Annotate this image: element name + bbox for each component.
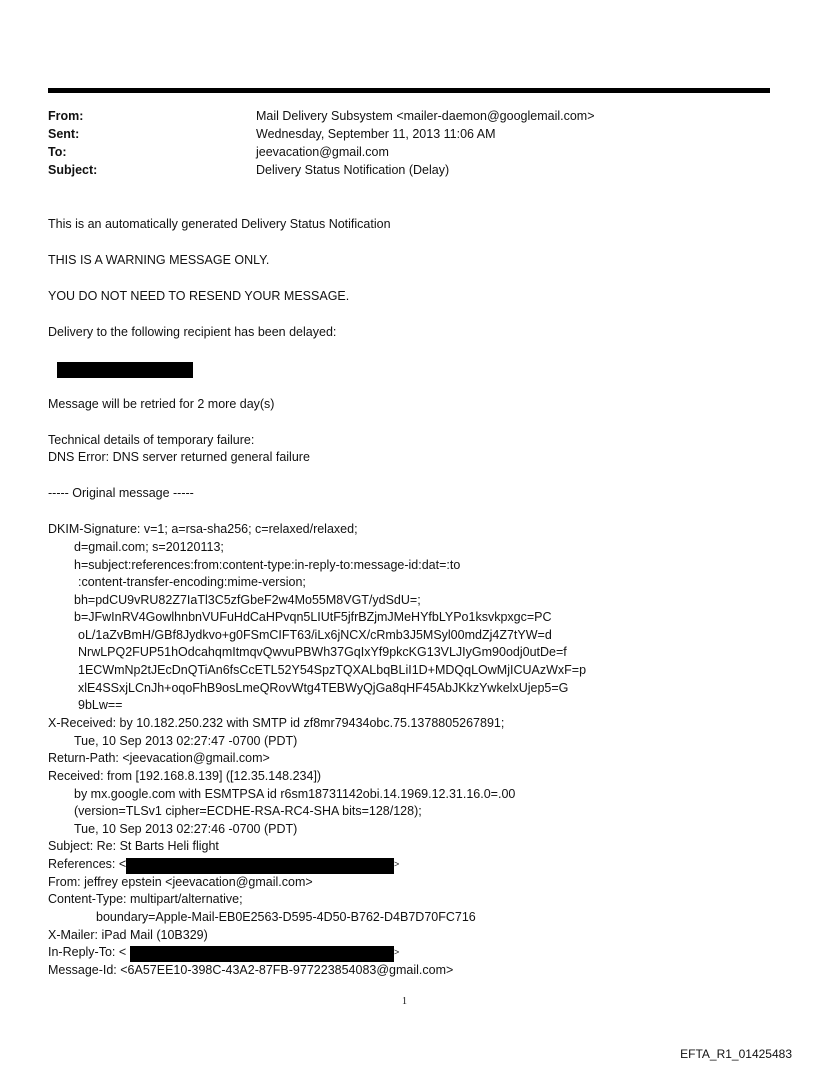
- references-redaction: [126, 858, 394, 874]
- dkim-line: d=gmail.com; s=20120113;: [74, 540, 224, 554]
- dkim-line: 9bLw==: [78, 698, 123, 712]
- message-id-line: Message-Id: <6A57EE10-398C-43A2-87FB-977223854083@gmail.com>: [48, 963, 454, 977]
- delayed-text: Delivery to the following recipient has been delayed:: [48, 325, 337, 339]
- recipient-redaction: [57, 362, 193, 378]
- original-message-marker: ----- Original message -----: [48, 486, 194, 500]
- in-reply-to-redaction: [130, 946, 394, 962]
- subject-value: Delivery Status Notification (Delay): [256, 163, 450, 177]
- dkim-line: DKIM-Signature: v=1; a=rsa-sha256; c=relaxed/relaxed;: [48, 522, 358, 536]
- dkim-line: xlE4SSxjLCnJh+oqoFhB9osLmeQRovWtg4TEBWyQjGa8qHF45AbJKkzYwkelxUjep5=G: [78, 681, 569, 695]
- dkim-line: :content-transfer-encoding:mime-version;: [78, 575, 306, 589]
- x-received-line: X-Received: by 10.182.250.232 with SMTP id zf8mr79434obc.75.1378805267891;: [48, 716, 505, 730]
- dkim-line: b=JFwInRV4GowlhnbnVUFuHdCaHPvqn5LIUtF5jfrBZjmJMeHYfbLYPo1ksvkpxgc=PC: [74, 610, 552, 624]
- received-line: Received: from [192.168.8.139] ([12.35.148.234]): [48, 769, 322, 783]
- bates-number: EFTA_R1_01425483: [680, 1047, 792, 1061]
- received-line: by mx.google.com with ESMTPSA id r6sm18731142obi.14.1969.12.31.16.0=.00: [74, 787, 516, 801]
- return-path-line: Return-Path: <jeevacation@gmail.com>: [48, 751, 270, 765]
- received-line: Tue, 10 Sep 2013 02:27:46 -0700 (PDT): [74, 822, 298, 836]
- header-rule: [48, 88, 770, 93]
- no-resend-text: YOU DO NOT NEED TO RESEND YOUR MESSAGE.: [48, 289, 350, 303]
- dns-error-text: DNS Error: DNS server returned general failure: [48, 450, 310, 464]
- x-received-line: Tue, 10 Sep 2013 02:27:47 -0700 (PDT): [74, 734, 298, 748]
- to-label: To:: [48, 145, 67, 159]
- original-from-line: From: jeffrey epstein <jeevacation@gmail.com>: [48, 875, 313, 889]
- to-value: jeevacation@gmail.com: [256, 145, 389, 159]
- retry-text: Message will be retried for 2 more day(s): [48, 397, 275, 411]
- subject-label: Subject:: [48, 163, 98, 177]
- received-line: (version=TLSv1 cipher=ECDHE-RSA-RC4-SHA bits=128/128);: [74, 804, 422, 818]
- in-reply-to-label: In-Reply-To: <: [48, 945, 127, 959]
- dkim-line: h=subject:references:from:content-type:in-reply-to:message-id:dat=:to: [74, 558, 461, 572]
- page-number: 1: [402, 996, 407, 1007]
- original-subject-line: Subject: Re: St Barts Heli flight: [48, 839, 219, 853]
- from-label: From:: [48, 109, 84, 123]
- content-type-line: boundary=Apple-Mail-EB0E2563-D595-4D50-B762-D4B7D70FC716: [96, 910, 476, 924]
- sent-value: Wednesday, September 11, 2013 11:06 AM: [256, 127, 496, 141]
- in-reply-to-close: >: [394, 947, 400, 957]
- references-close: >: [394, 859, 400, 869]
- warning-text: THIS IS A WARNING MESSAGE ONLY.: [48, 253, 270, 267]
- from-value: Mail Delivery Subsystem <mailer-daemon@googlemail.com>: [256, 109, 595, 123]
- tech-details-text: Technical details of temporary failure:: [48, 433, 255, 447]
- dkim-line: bh=pdCU9vRU82Z7IaTl3C5zfGbeF2w4Mo55M8VGT/ydSdU=;: [74, 593, 421, 607]
- content-type-line: Content-Type: multipart/alternative;: [48, 892, 243, 906]
- intro-text: This is an automatically generated Delivery Status Notification: [48, 217, 391, 231]
- x-mailer-line: X-Mailer: iPad Mail (10B329): [48, 928, 208, 942]
- sent-label: Sent:: [48, 127, 80, 141]
- dkim-line: NrwLPQ2FUP51hOdcahqmItmqvQwvuPBWh37GqIxYf9pkcKG13VLJIyGm90odj0utDe=f: [78, 645, 567, 659]
- dkim-line: oL/1aZvBmH/GBf8Jydkvo+g0FSmCIFT63/iLx6jNCX/cRmb3J5MSyl00mdZj4Z7tYW=d: [78, 628, 552, 642]
- dkim-line: 1ECWmNp2tJEcDnQTiAn6fsCcETL52Y54SpzTQXALbqBLiI1D+MDQqLOwMjICUAzWxF=p: [78, 663, 587, 677]
- references-label: References: <: [48, 857, 127, 871]
